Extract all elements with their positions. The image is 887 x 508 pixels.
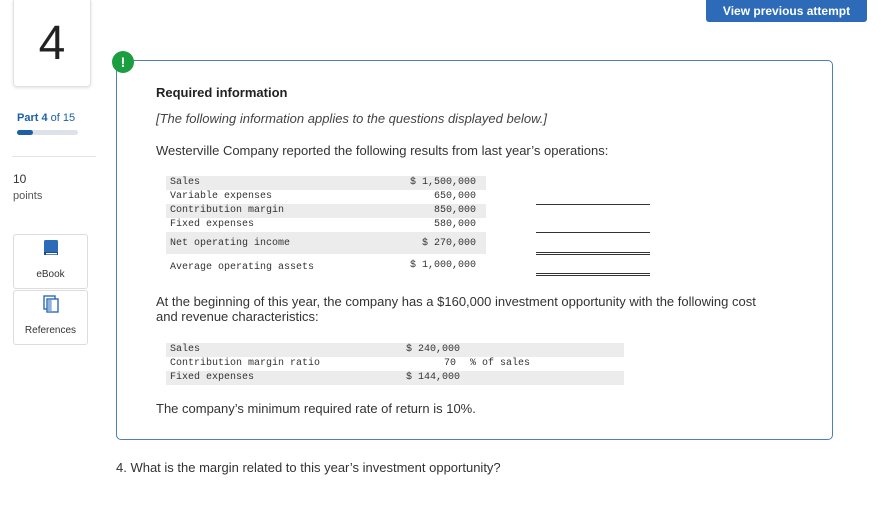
question-text: 4. What is the margin related to this year’s investment opportunity? [116, 460, 501, 475]
row-value: 650,000 [433, 191, 476, 202]
question-number: 4 [13, 0, 91, 87]
part-current: 4 [41, 112, 48, 124]
view-previous-attempt-button[interactable]: View previous attempt [706, 0, 867, 22]
double-underline [536, 252, 650, 255]
opportunity-paragraph: At the beginning of this year, the company has a $160,000 investment opportunity with the following cost and revenue characteristics: [156, 294, 756, 324]
row-label: Fixed expenses [170, 372, 255, 383]
part-label: Part [17, 112, 39, 124]
required-info-title: Required information [156, 85, 288, 100]
points-label: points [13, 190, 43, 202]
points-value: 10 [13, 172, 27, 186]
row-label: Average operating assets [170, 262, 315, 273]
row-value: 850,000 [433, 205, 476, 216]
part-total: of 15 [50, 112, 76, 124]
row-label: Sales [170, 344, 201, 355]
row-suffix: % of sales [470, 358, 531, 369]
table-row [166, 176, 486, 190]
table-row [166, 371, 624, 385]
underline [536, 232, 650, 233]
results-paragraph: Westerville Company reported the following results from last year’s operations: [156, 143, 609, 158]
part-progress-fill [17, 130, 33, 135]
table-row [166, 357, 624, 371]
row-value: $ 144,000 [406, 372, 461, 383]
part-indicator [17, 112, 75, 124]
part-progress-bar [17, 130, 78, 135]
table-row [166, 190, 486, 204]
row-label: Sales [170, 177, 201, 188]
table-row [166, 254, 486, 276]
row-label: Variable expenses [170, 191, 273, 202]
references-button[interactable] [13, 290, 88, 345]
book-icon [41, 238, 61, 263]
row-value: 580,000 [433, 219, 476, 230]
documents-icon [41, 294, 61, 319]
row-value: $ 1,500,000 [409, 177, 476, 188]
intro-note: [The following information applies to the questions displayed below.] [156, 111, 547, 126]
ebook-button[interactable] [13, 234, 88, 289]
row-value: 70 [444, 358, 457, 369]
alert-icon: ! [112, 51, 134, 73]
double-underline [536, 273, 650, 276]
table-row [166, 343, 624, 357]
row-label: Contribution margin ratio [170, 358, 321, 369]
required-return-paragraph: The company’s minimum required rate of return is 10%. [156, 401, 476, 416]
row-label: Fixed expenses [170, 219, 255, 230]
opportunity-table [166, 343, 624, 385]
references-label: References [24, 325, 77, 336]
divider [12, 156, 96, 157]
table-row [166, 232, 486, 254]
row-value: $ 1,000,000 [409, 260, 476, 271]
underline [536, 204, 650, 205]
table-row [166, 204, 486, 218]
ebook-label: eBook [36, 269, 65, 280]
table-row [166, 218, 486, 232]
row-value: $ 240,000 [406, 344, 461, 355]
financial-results-table [166, 176, 486, 276]
row-label: Net operating income [170, 238, 291, 249]
row-value: $ 270,000 [421, 238, 476, 249]
row-label: Contribution margin [170, 205, 285, 216]
